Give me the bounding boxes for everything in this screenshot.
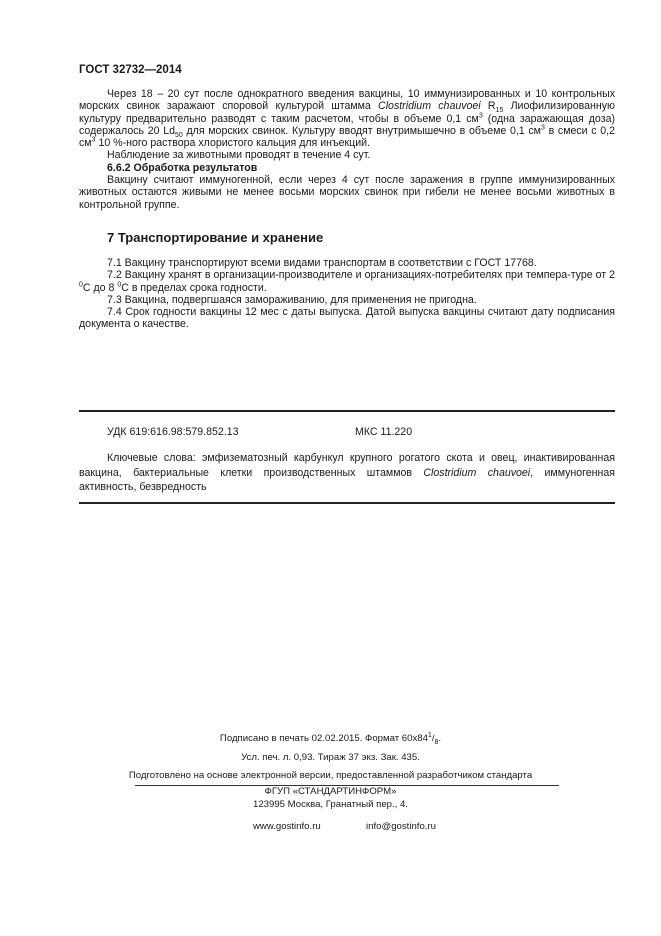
paragraph-observation: Наблюдение за животными проводят в течение 4 сут.: [107, 149, 371, 162]
mks-code: МКС 11.220: [355, 426, 413, 438]
keywords: Ключевые слова: эмфизематозный карбункул крупного рогатого скота и овец, инактивированная вакцина, бактериальные клетки производственных штаммов Clostridium chauvoei, иммуногенная активность, безвредность: [79, 452, 615, 493]
paragraph-7-1: 7.1 Вакцину транспортируют всеми видами транспортам в соответствии с ГОСТ 17768.: [107, 257, 537, 269]
standard-code: ГОСТ 32732—2014: [79, 64, 182, 76]
imprint-address: 123995 Москва, Гранатный пер., 4.: [253, 799, 408, 810]
website-link[interactable]: www.gostinfo.ru: [253, 821, 321, 832]
divider-bottom: [79, 502, 615, 504]
paragraph-7-3: 7.3 Вакцина, подвергшаяся замораживанию, для применения не пригодна.: [107, 293, 477, 306]
paragraph-7-2: 7.2 Вакцину хранят в организации-производителе и организациях-потребителях при темпера-туре от 2 $^0$С до 8 $^0$С в пределах срока годности.: [79, 269, 615, 294]
divider-top: [79, 410, 615, 412]
subsection-heading: 6.6.2 Обработка результатов: [107, 161, 258, 174]
imprint-prepared: Подготовлено на основе электронной версии, предоставленной разработчиком стандарта: [128, 770, 533, 781]
section-6-text: [79, 88, 615, 211]
udk-code: УДК 619:616.98:579.852.13: [107, 426, 239, 438]
section-7-text: [79, 257, 615, 331]
paragraph-results: Вакцину считают иммуногенной, если через 4 сут после заражения в группе иммунизированных животных остаются живыми не менее восьми морских свинок при гибели не менее восьми животных в контрольной группе.: [79, 174, 615, 211]
email-link[interactable]: info@gostinfo.ru: [366, 821, 437, 832]
paragraph-7-4: 7.4 Срок годности вакцины 12 мес с даты выпуска. Датой выпуска вакцины считают дату подписания документа о качестве.: [79, 306, 615, 331]
section-7-title: 7 Транспортирование и хранение: [107, 230, 324, 245]
imprint-signed: Подписано в печать 02.02.2015. Формат $60х84^1/_8$.: [219, 731, 442, 746]
paragraph-infection: Через 18 – 20 сут после однократного введения вакцины, 10 иммунизированных и 10 контрольных морских свинок заражают споровой культурой штамма Clostridium chauvoei $R_{15}$ Лиофилизированную культуру предварительно разводят с таким расчетом, чтобы в объеме 0,1 $см^3$ (одна заражающая доза) содержалось 20 $Ld_{50}$ для морских свинок. Культуру вводят внутримышечно в объеме 0,1 $см^3$ в смеси с 0,2 $см^3$ 10 %-ного раствора хлористого кальция для инъекций.: [79, 88, 615, 150]
imprint-publisher: ФГУП «СТАНДАРТИНФОРМ»: [264, 786, 397, 797]
imprint-print-info: Усл. печ. л. 0,93. Тираж 37 экз. Зак. 435.: [241, 752, 420, 763]
